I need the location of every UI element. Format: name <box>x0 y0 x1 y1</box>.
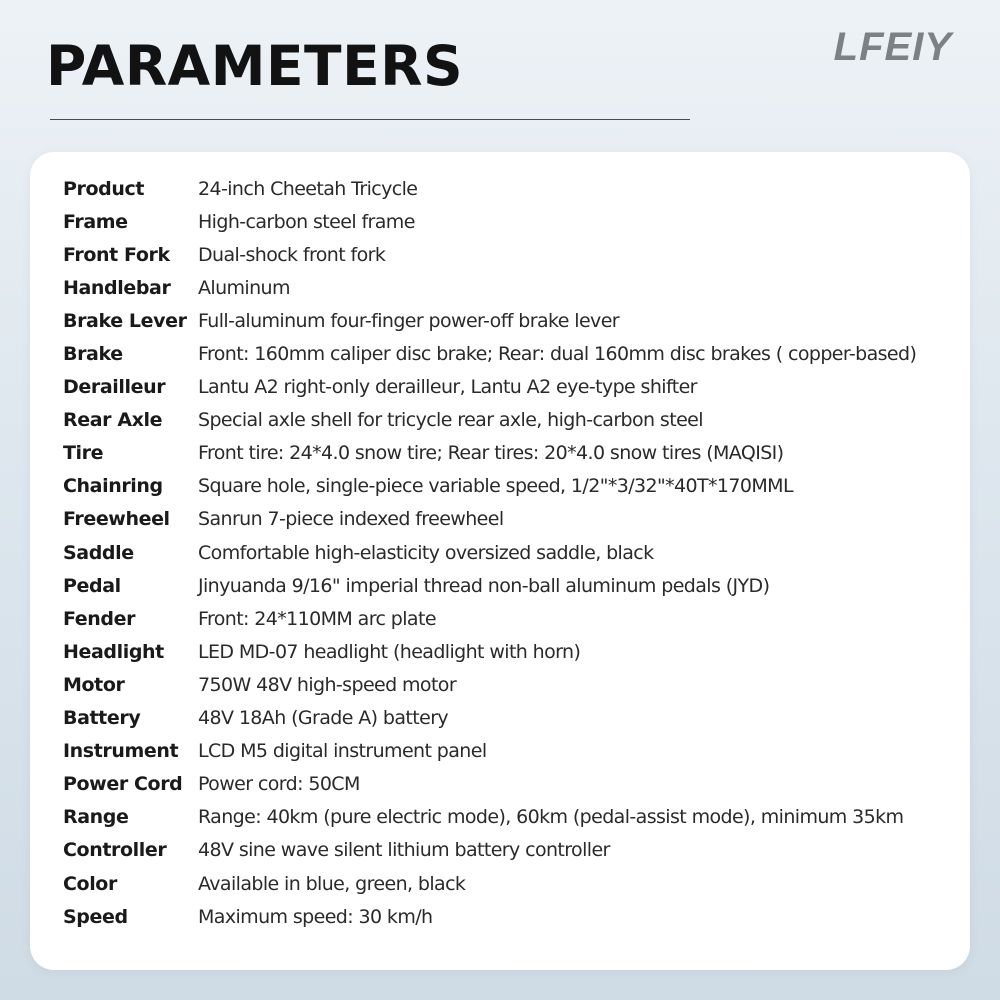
spec-label: Frame <box>63 210 128 233</box>
spec-value: Full-aluminum four-finger power-off brake lever <box>198 309 619 332</box>
spec-row <box>63 735 916 768</box>
spec-label: Power Cord <box>63 773 183 796</box>
spec-value: Jinyuanda 9/16" imperial thread non-ball aluminum pedals (JYD) <box>198 574 770 597</box>
spec-label: Tire <box>63 442 104 465</box>
spec-row <box>63 768 916 801</box>
spec-value: Front tire: 24*4.0 snow tire; Rear tires: 20*4.0 snow tires (MAQISI) <box>198 442 784 465</box>
spec-value: 750W 48V high-speed motor <box>198 673 457 696</box>
spec-label: Headlight <box>63 640 164 663</box>
spec-row <box>63 304 916 337</box>
spec-value: Maximum speed: 30 km/h <box>198 905 433 928</box>
spec-value: Range: 40km (pure electric mode), 60km (pedal-assist mode), minimum 35km <box>198 806 904 829</box>
spec-row <box>63 238 916 271</box>
spec-value: 48V sine wave silent lithium battery controller <box>198 839 610 862</box>
spec-label: Range <box>63 806 129 829</box>
spec-value: Lantu A2 right-only derailleur, Lantu A2 eye-type shifter <box>198 376 697 399</box>
spec-value: LCD M5 digital instrument panel <box>198 740 487 763</box>
spec-value: LED MD-07 headlight (headlight with horn) <box>198 640 581 663</box>
spec-value: Front: 24*110MM arc plate <box>198 607 436 630</box>
spec-label: Brake <box>63 343 123 366</box>
spec-row <box>63 602 916 635</box>
spec-value: 48V 18Ah (Grade A) battery <box>198 707 449 730</box>
spec-label: Fender <box>63 607 136 630</box>
spec-value: Dual-shock front fork <box>198 243 386 266</box>
spec-label: Speed <box>63 905 128 928</box>
spec-row <box>63 437 916 470</box>
spec-value: Special axle shell for tricycle rear axle, high-carbon steel <box>198 409 703 432</box>
spec-label: Instrument <box>63 740 179 763</box>
spec-row <box>63 205 916 238</box>
spec-row <box>63 271 916 304</box>
spec-row <box>63 470 916 503</box>
spec-row <box>63 702 916 735</box>
spec-value: Sanrun 7-piece indexed freewheel <box>198 508 504 531</box>
spec-row <box>63 503 916 536</box>
spec-row <box>63 569 916 602</box>
spec-row <box>63 371 916 404</box>
spec-label: Battery <box>63 707 141 730</box>
spec-list <box>63 172 916 933</box>
spec-label: Product <box>63 177 145 200</box>
spec-row <box>63 536 916 569</box>
spec-value: 24-inch Cheetah Tricycle <box>198 177 418 200</box>
spec-row <box>63 172 916 205</box>
spec-label: Handlebar <box>63 276 171 299</box>
spec-row <box>63 834 916 867</box>
spec-row <box>63 404 916 437</box>
spec-label: Rear Axle <box>63 409 163 432</box>
spec-value: High-carbon steel frame <box>198 210 415 233</box>
spec-value: Comfortable high-elasticity oversized saddle, black <box>198 541 654 564</box>
spec-label: Freewheel <box>63 508 170 531</box>
spec-label: Chainring <box>63 475 163 498</box>
spec-value: Square hole, single-piece variable speed, 1/2"*3/32"*40T*170MML <box>198 475 793 498</box>
spec-row <box>63 337 916 370</box>
spec-label: Controller <box>63 839 167 862</box>
brand-logo: LFEIY <box>833 25 952 69</box>
spec-label: Saddle <box>63 541 134 564</box>
spec-row <box>63 635 916 668</box>
spec-label: Front Fork <box>63 243 170 266</box>
spec-value: Aluminum <box>198 276 290 299</box>
title-divider <box>50 119 690 120</box>
spec-row <box>63 668 916 701</box>
spec-label: Pedal <box>63 574 121 597</box>
spec-label: Brake Lever <box>63 309 187 332</box>
spec-row <box>63 900 916 933</box>
spec-label: Color <box>63 872 117 895</box>
spec-value: Front: 160mm caliper disc brake; Rear: dual 160mm disc brakes ( copper-based) <box>198 343 917 366</box>
spec-label: Derailleur <box>63 376 166 399</box>
spec-row <box>63 867 916 900</box>
spec-label: Motor <box>63 673 125 696</box>
spec-row <box>63 801 916 834</box>
spec-value: Available in blue, green, black <box>198 872 466 895</box>
page-title: PARAMETERS <box>46 34 464 98</box>
spec-card <box>30 152 970 970</box>
spec-value: Power cord: 50CM <box>198 773 360 796</box>
